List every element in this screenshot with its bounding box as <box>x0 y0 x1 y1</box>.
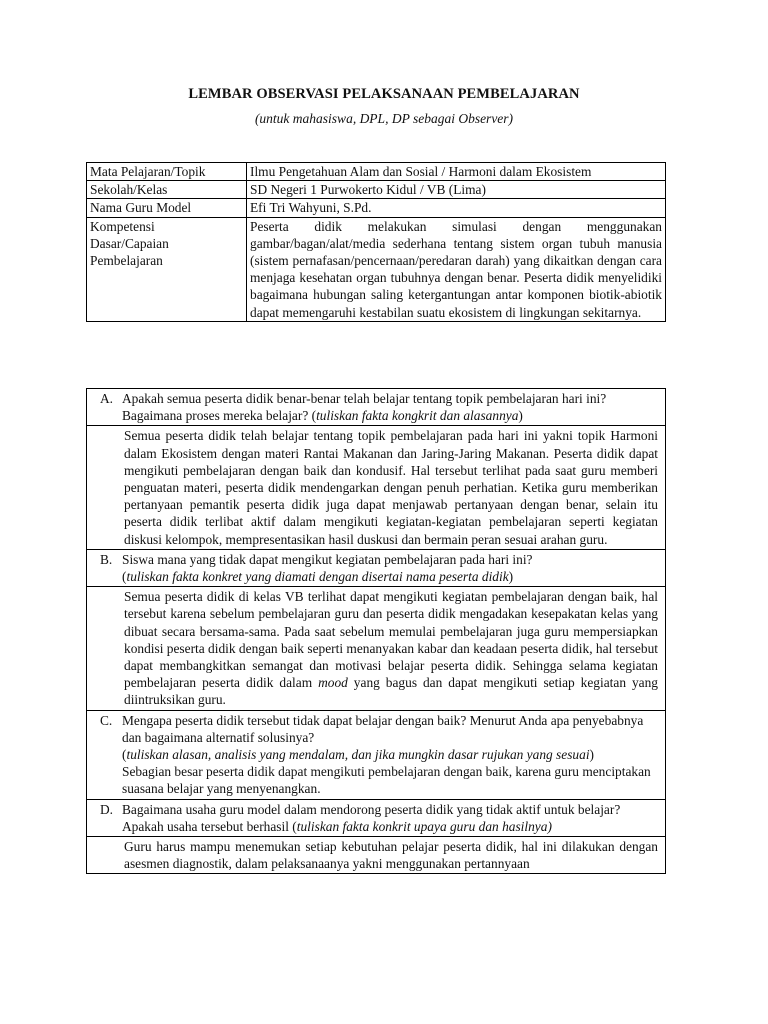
info-label: Nama Guru Model <box>87 199 247 217</box>
question-text: Apakah semua peserta didik benar-benar telah belajar tentang topik pembelajaran hari ini? Bagaimana proses mereka belajar? (tuliskan fakta kongkrit dan alasannya) <box>122 391 607 424</box>
question-marker: D. <box>100 801 114 817</box>
answer-italic: mood <box>318 675 348 691</box>
table-row <box>87 217 666 321</box>
answer-row <box>87 426 666 549</box>
question-row <box>87 799 666 836</box>
competency-label-line: Pembelajaran <box>90 253 163 269</box>
info-value: Efi Tri Wahyuni, S.Pd. <box>247 199 666 217</box>
info-value: Ilmu Pengetahuan Alam dan Sosial / Harmoni dalam Ekosistem <box>247 163 666 181</box>
question-marker: C. <box>100 712 113 728</box>
question-text: Siswa mana yang tidak dapat mengikut kegiatan pembelajaran pada hari ini? (tuliskan fakta konkret yang diamati dengan disertai nama peserta didik) <box>122 551 533 585</box>
question-marker: A. <box>100 391 114 406</box>
info-table <box>86 162 666 322</box>
question-row <box>87 549 666 586</box>
document-title: LEMBAR OBSERVASI PELAKSANAAN PEMBELAJARAN <box>188 86 580 102</box>
competency-label-line: Dasar/Capaian <box>90 235 169 251</box>
info-value: SD Negeri 1 Purwokerto Kidul / VB (Lima) <box>247 181 666 199</box>
question-text: Bagaimana usaha guru model dalam mendorong peserta didik yang tidak aktif untuk belajar? Apakah usaha tersebut berhasil (tuliskan fakta konkrit upaya guru dan hasilnya) <box>122 801 621 834</box>
competency-label <box>87 217 247 321</box>
answer-row <box>87 587 666 710</box>
table-row <box>87 163 666 181</box>
question-italic: tuliskan fakta konkret yang diamati dengan disertai nama peserta didik <box>126 569 509 585</box>
answer-text: Semua peserta didik di kelas VB terlihat dapat mengikuti kegiatan pembelajaran dengan baik, hal tersebut karena sebelum pembelajaran guru dan peserta didik mengadakan kesepakatan kelas yang dibuat secara bersama-sama. Pada saat sebelum memulai pembelajaran juga guru mempersiapkan kondisi peserta didik dengan baik seperti menanyakan kabar dan keadaan peserta didik, hal tersebut dapat membangkitkan semangat dan motivasi belajar peserta didik. Sehingga selama kegiatan pembelajaran peserta didik dalam mood yang bagus dan dapat mengikuti setiap kegiatan yang diintruksikan guru. <box>124 589 658 708</box>
table-row <box>87 181 666 199</box>
question-marker: B. <box>100 551 113 567</box>
answer-row <box>87 837 666 874</box>
question-row <box>87 389 666 426</box>
question-italic: tuliskan fakta kongkrit dan alasannya <box>316 408 519 424</box>
question-italic: tuliskan fakta konkrit upaya guru dan hasilnya) <box>296 818 552 834</box>
competency-label-line: Kompetensi <box>90 218 155 234</box>
question-italic: tuliskan alasan, analisis yang mendalam, dan jika mungkin dasar rujukan yang sesuai <box>126 747 590 763</box>
observation-table <box>86 388 666 874</box>
question-row <box>87 710 666 799</box>
answer-text: Sebagian besar peserta didik dapat mengikuti pembelajaran dengan baik, karena guru menciptakan suasana belajar yang menyenangkan. <box>122 764 651 797</box>
question-text: Mengapa peserta didik tersebut tidak dapat belajar dengan baik? Menurut Anda apa penyebabnya dan bagaimana alternatif solusinya? (tuliskan alasan, analisis yang mendalam, dan jika mungkin dasar rujukan yang sesuai) Sebagian besar peserta didik dapat mengikuti pembelajaran dengan baik, karena guru menciptakan suasana belajar yang menyenangkan. <box>122 712 651 797</box>
answer-text: Guru harus mampu menemukan setiap kebutuhan pelajar peserta didik, hal ini dilakukan dengan asesmen diagnostik, dalam pelaksanaanya yakni menggunakan pertannyaan <box>124 839 658 872</box>
info-label: Mata Pelajaran/Topik <box>87 163 247 181</box>
info-label: Sekolah/Kelas <box>87 181 247 199</box>
competency-value: Peserta didik melakukan simulasi dengan menggunakan gambar/bagan/alat/media sederhana tentang sistem organ tubuh manusia (sistem pernafasan/pencernaan/peredaran darah) yang dikaitkan dengan cara menjaga kesehatan organ tubuhnya dengan benar. Peserta didik menyelidiki bagaimana hubungan saling ketergantungan antar komponen biotik-abiotik dapat memengaruhi kestabilan suatu ekosistem di lingkungan sekitarnya. <box>247 217 666 321</box>
document-subtitle: (untuk mahasiswa, DPL, DP sebagai Observer) <box>254 111 514 126</box>
table-row <box>87 199 666 217</box>
answer-text: Semua peserta didik telah belajar tentang topik pembelajaran pada hari ini yakni topik Harmoni dalam Ekosistem dengan materi Rantai Makanan dan Jaring-Jaring Makanan. Peserta didik dapat mengikuti pembelajaran dengan baik dan kondusif. Hal tersebut terlihat pada saat guru memberi penguatan materi, peserta didik mendengarkan dengan penuh perhatian. Ketika guru memberikan pertanyaan pemantik peserta didik juga dapat menjawab pertanyaan dengan benar, selain itu peserta didik terlibat aktif dalam mengikuti kegiatan-kegiatan pembelajaran seperti kegiatan diskusi kelompok, mempresentasikan hasil duskusi dan bermain peran sesuai arahan guru. <box>124 428 658 547</box>
